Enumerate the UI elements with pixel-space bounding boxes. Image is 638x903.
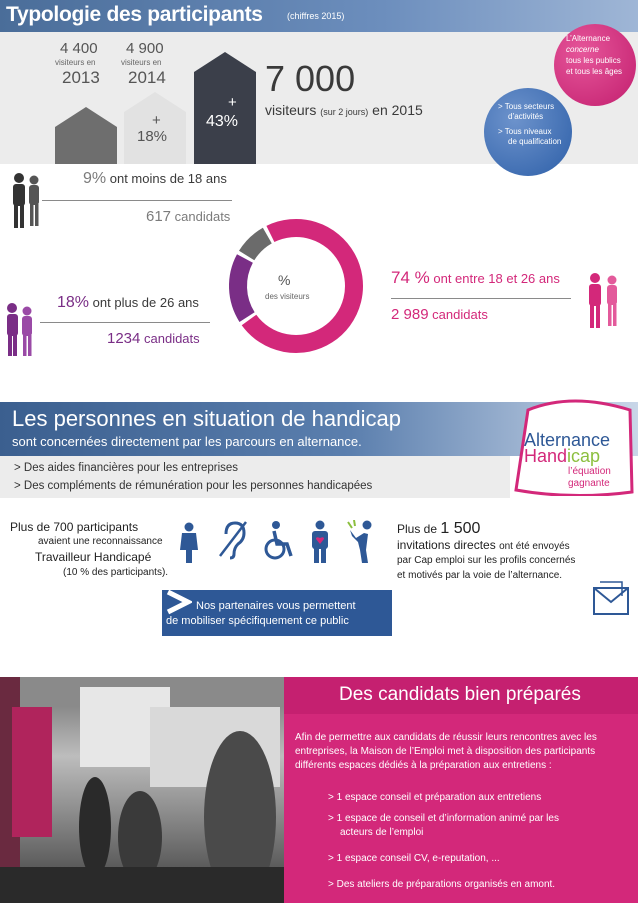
logo-word1: Alternance [524,430,611,450]
visitors-duration: (sur 2 jours) [320,107,369,117]
young-adults-figure-icon [584,272,624,330]
bubble-blue-line2: d’activités [508,112,544,121]
over26-count-line [107,330,200,347]
under18-rule [42,200,232,201]
mid-count-label: candidats [432,307,488,322]
invitations-label: invitations directes [397,538,496,552]
label-2014: visiteurs en [121,58,162,67]
participants-line4: (10 % des participants). [63,567,169,578]
partners-line1: Nos partenaires vous permettent [196,600,356,612]
over26-count: 1234 [107,330,141,347]
bubble-pink-line3: tous les publics [566,56,621,65]
bubble-blue-line4: de qualification [508,137,562,146]
bubble-pink-line1: L’Alternance [566,34,611,43]
bubble-blue-line3: > Tous niveaux [498,127,552,136]
mid-line [391,268,560,288]
over26-pct: 18% [57,294,90,311]
growth-2015: 43% [206,113,239,130]
over26-rule [40,322,210,323]
over26-count-label: candidats [144,331,200,346]
mid-rule [391,298,571,299]
total-2015: 7 000 [265,58,356,99]
mid-pct: 74 % [391,268,430,287]
partners-line2: de mobiliser spécifiquement ce public [166,615,349,627]
invitations-line2 [397,538,570,552]
prepared-bullet-1: > 1 espace conseil et préparation aux entretiens [328,792,542,803]
participants-line3: Travailleur Handicapé [35,550,152,564]
mid-label: ont entre 18 et 26 ans [433,271,560,286]
top-banner [0,0,638,32]
growth-2014: 18% [137,128,168,145]
prepared-bullet-2: > 1 espace de conseil et d’information animé par les [328,813,559,824]
sectors-bubble [484,88,572,176]
alternance-handicap-logo [508,396,636,496]
partners-box [162,590,392,636]
bar-2015 [194,52,256,164]
logo-word2b: icap [567,446,601,466]
visitors-year: en 2015 [372,102,423,118]
alternance-bubble [554,24,636,106]
handicap-item-2: > Des compléments de rémunération pour les personnes handicapées [14,480,373,492]
hearing-impaired-icon [218,520,248,560]
visitors-label: visiteurs [265,102,317,118]
handicap-subtitle: sont concernées directement par les parcours en alternance. [12,434,362,449]
growth-2014-sign: + [152,112,161,129]
arrow-icon [164,588,192,616]
growth-2015-sign: + [228,94,237,111]
logo-word2a: Hand [524,446,568,466]
invitations-sent: ont été envoyés [499,541,570,552]
donut-slice-1 [247,236,268,256]
mid-count: 2 989 [391,306,429,323]
over26-label: ont plus de 26 ans [92,295,199,310]
mental-disability-icon [346,520,376,564]
teens-figure-icon [8,172,44,230]
under18-count: 617 [146,208,172,225]
person-heart-icon [308,520,332,564]
participants-line1: Plus de 700 participants [10,520,139,534]
wheelchair-icon [262,520,296,562]
visitors-line [265,102,423,118]
prepared-title: Des candidats bien préparés [339,684,581,705]
event-photo [0,677,284,903]
year-2014: 2014 [128,68,166,87]
year-2013: 2013 [62,68,100,87]
envelope-icon [590,578,632,620]
invitations-line1 [397,520,480,538]
adults-figure-icon [3,302,37,358]
prepared-intro-1: Afin de permettre aux candidats de réussir leurs rencontres avec les [295,732,597,743]
handicap-item-1: > Des aides financières pour les entreprises [14,462,239,474]
under18-pct: 9% [83,170,107,187]
handicap-list [0,456,510,498]
bubble-pink-line2: concerne [566,45,599,54]
prepared-intro-3: différents espaces dédiés à la préparation aux entretiens : [295,760,552,771]
invitations-line4: et motivés par la voie de l’alternance. [397,570,563,581]
prepared-section [284,677,638,903]
person-icon [178,522,200,564]
prepared-bullet-4: > Des ateliers de préparations organisés en amont. [328,879,556,890]
under18-line [83,170,227,188]
label-2013: visiteurs en [55,58,96,67]
donut-center-label: des visiteurs [265,292,310,301]
page-subtitle: (chiffres 2015) [287,11,345,21]
bubble-pink-line4: et tous les âges [566,67,623,76]
page-title: Typologie des participants [6,3,263,26]
age-donut-chart [226,216,366,356]
invitations-prefix: Plus de [397,522,438,536]
donut-slice-3 [238,259,247,318]
invitations-line3: par Cap emploi sur les profils concernés [397,555,576,566]
prepared-intro-2: entreprises, la Maison de l’Emploi met à disposition des participants [295,746,596,757]
count-2013: 4 400 [60,40,98,57]
logo-tag1: l’équation [568,466,611,477]
under18-label: ont moins de 18 ans [109,171,227,186]
bar-2013 [55,107,117,164]
handicap-title: Les personnes en situation de handicap [12,406,401,431]
bubble-blue-line1: > Tous secteurs [498,102,555,111]
invitations-count: 1 500 [440,520,481,537]
logo-tag2: gagnante [568,478,610,489]
under18-count-label: candidats [174,209,231,224]
prepared-bullet-3: > 1 espace conseil CV, e-reputation, ... [328,853,500,864]
logo-word2 [524,446,600,467]
over26-line [57,294,199,312]
participants-line2: avaient une reconnaissance [38,536,163,547]
donut-center-pct: % [278,272,291,288]
under18-count-line [146,208,230,225]
mid-count-line [391,306,488,323]
prepared-bullet-2b: acteurs de l’emploi [340,827,424,838]
count-2014: 4 900 [126,40,164,57]
